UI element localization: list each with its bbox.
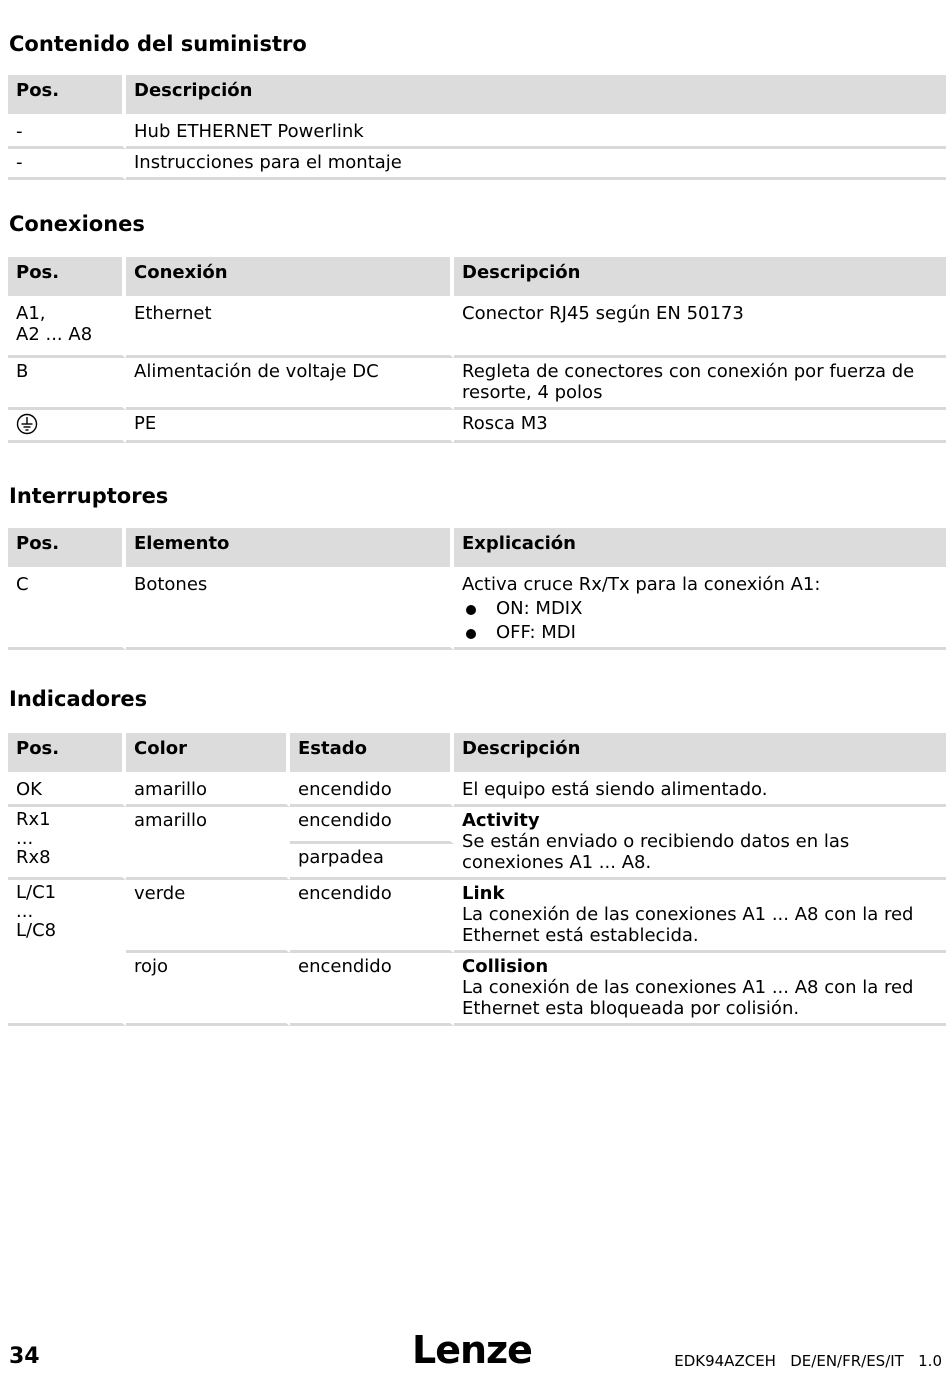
- cell-pos: [8, 300, 126, 358]
- cell-state: encendido: [290, 807, 454, 844]
- description-text: Se están enviado o recibiendo datos en las conexiones A1 ... A8.: [462, 831, 850, 873]
- cell-description: [454, 807, 946, 880]
- cell-pos: OK: [8, 776, 126, 807]
- pos-line: ...: [16, 901, 34, 922]
- cell-color: amarillo: [126, 776, 290, 807]
- cell-explanation: [454, 571, 946, 650]
- list-item: OFF: MDI: [462, 622, 938, 643]
- header-description: Descripción: [454, 733, 946, 776]
- table-row: [8, 358, 946, 410]
- switches-table: [8, 528, 946, 650]
- cell-state: encendido: [290, 776, 454, 807]
- cell-pos: [8, 410, 126, 443]
- header-element: Elemento: [126, 528, 454, 571]
- pos-line: Rx8: [16, 847, 51, 868]
- pos-line: L/C1: [16, 882, 57, 903]
- cell-description: Instrucciones para el montaje: [126, 149, 946, 180]
- table-row: [8, 571, 946, 650]
- cell-color: verde: [126, 880, 290, 953]
- cell-pos: -: [8, 118, 126, 149]
- section-title-supply: Contenido del suministro: [9, 32, 307, 56]
- cell-state: encendido: [290, 880, 454, 953]
- pos-line: L/C8: [16, 920, 57, 941]
- header-pos: Pos.: [8, 528, 126, 571]
- connections-table: [8, 257, 946, 443]
- cell-connection: Alimentación de voltaje DC: [126, 358, 454, 410]
- indicators-table: [8, 733, 946, 1026]
- table-row: [8, 410, 946, 443]
- cell-pos: -: [8, 149, 126, 180]
- table-header-row: [8, 75, 946, 118]
- explanation-text: Activa cruce Rx/Tx para la conexión A1:: [462, 574, 821, 595]
- table-row: [8, 300, 946, 358]
- header-state: Estado: [290, 733, 454, 776]
- list-item: ON: MDIX: [462, 598, 938, 619]
- header-pos: Pos.: [8, 733, 126, 776]
- table-row: [8, 953, 946, 1026]
- table-row: [8, 776, 946, 807]
- document-code: EDK94AZCEH DE/EN/FR/ES/IT 1.0: [674, 1352, 942, 1370]
- supply-table: [8, 75, 946, 180]
- section-title-connections: Conexiones: [9, 212, 145, 236]
- cell-description: Rosca M3: [454, 410, 946, 443]
- description-text: La conexión de las conexiones A1 ... A8 con la red Ethernet esta bloqueada por colisión.: [462, 977, 914, 1019]
- cell-state: parpadea: [290, 844, 454, 881]
- lenze-logo: Lenze: [412, 1328, 532, 1372]
- ground-pe-icon: [16, 413, 38, 435]
- page-number: 34: [9, 1344, 40, 1369]
- pos-line: A1,: [16, 303, 46, 324]
- description-heading: Collision: [462, 956, 549, 977]
- cell-connection: PE: [126, 410, 454, 443]
- cell-element: Botones: [126, 571, 454, 650]
- header-explanation: Explicación: [454, 528, 946, 571]
- cell-pos: C: [8, 571, 126, 650]
- cell-description: [454, 953, 946, 1026]
- table-header-row: [8, 257, 946, 300]
- cell-pos: [8, 880, 126, 1026]
- section-title-switches: Interruptores: [9, 484, 169, 508]
- pos-line: A2 ... A8: [16, 324, 93, 345]
- table-row: [8, 149, 946, 180]
- header-connection: Conexión: [126, 257, 454, 300]
- header-pos: Pos.: [8, 257, 126, 300]
- cell-connection: Ethernet: [126, 300, 454, 358]
- section-title-indicators: Indicadores: [9, 687, 148, 711]
- description-heading: Activity: [462, 810, 540, 831]
- cell-color: amarillo: [126, 807, 290, 880]
- cell-description: Hub ETHERNET Powerlink: [126, 118, 946, 149]
- cell-state: encendido: [290, 953, 454, 1026]
- header-color: Color: [126, 733, 290, 776]
- table-header-row: [8, 733, 946, 776]
- cell-pos: [8, 807, 126, 880]
- header-pos: Pos.: [8, 75, 126, 118]
- table-row: [8, 118, 946, 149]
- cell-color: rojo: [126, 953, 290, 1026]
- description-text: La conexión de las conexiones A1 ... A8 con la red Ethernet está establecida.: [462, 904, 914, 946]
- cell-description: Conector RJ45 según EN 50173: [454, 300, 946, 358]
- table-row: [8, 807, 946, 844]
- description-heading: Link: [462, 883, 505, 904]
- cell-description: [454, 880, 946, 953]
- table-row: [8, 880, 946, 953]
- cell-description: Regleta de conectores con conexión por fuerza de resorte, 4 polos: [454, 358, 946, 410]
- bullet-list: [462, 598, 938, 643]
- header-description: Descripción: [454, 257, 946, 300]
- table-header-row: [8, 528, 946, 571]
- cell-description: El equipo está siendo alimentado.: [454, 776, 946, 807]
- header-description: Descripción: [126, 75, 946, 118]
- cell-pos: B: [8, 358, 126, 410]
- pos-line: ...: [16, 828, 34, 849]
- pos-line: Rx1: [16, 809, 51, 830]
